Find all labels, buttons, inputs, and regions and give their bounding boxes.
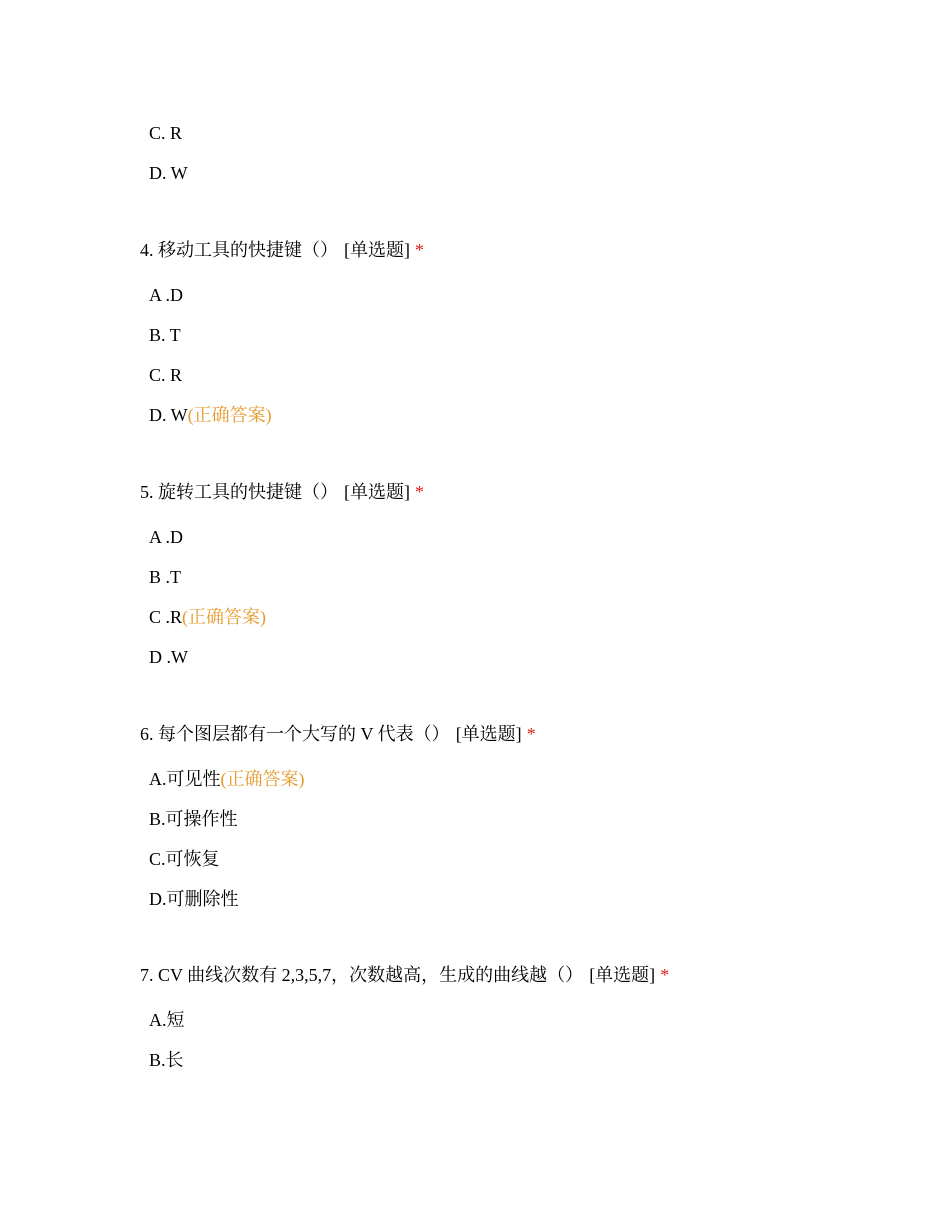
required-mark: *	[526, 724, 536, 744]
option-list	[140, 526, 424, 668]
option-list	[140, 768, 536, 910]
previous-question-options	[149, 122, 188, 202]
correct-answer-label: (正确答案)	[220, 769, 305, 789]
option-b[interactable]: B.可操作性	[149, 809, 238, 829]
question-title: 6. 每个图层都有一个大写的 V 代表（） [单选题] *	[140, 724, 536, 744]
question-type: [单选题]	[344, 240, 410, 260]
question-4	[140, 239, 424, 444]
question-type: [单选题]	[455, 724, 522, 744]
option-d[interactable]: D. W(正确答案)	[149, 405, 272, 425]
option-a[interactable]: A .D	[149, 527, 184, 547]
question-title: 7. CV 曲线次数有 2,3,5,7，次数越高，生成的曲线越（） [单选题] *	[140, 965, 670, 985]
required-mark: *	[415, 482, 424, 502]
required-mark: *	[660, 965, 670, 985]
option-d[interactable]: D.可删除性	[149, 889, 239, 909]
question-title: 5. 旋转工具的快捷键（） [单选题] *	[140, 482, 424, 502]
question-6	[140, 723, 536, 928]
question-7	[140, 964, 669, 1089]
question-5	[140, 481, 424, 686]
option-c[interactable]: C .R(正确答案)	[149, 607, 267, 627]
question-title: 4. 移动工具的快捷键（） [单选题] *	[140, 240, 424, 260]
question-type: [单选题]	[589, 965, 656, 985]
option-list	[140, 1009, 669, 1071]
option-a[interactable]: A.可见性(正确答案)	[149, 769, 305, 789]
option-c[interactable]: C.可恢复	[149, 849, 220, 869]
correct-answer-label: (正确答案)	[187, 405, 272, 425]
required-mark: *	[415, 240, 424, 260]
question-type: [单选题]	[344, 482, 410, 502]
option-b[interactable]: B .T	[149, 567, 182, 587]
option-a[interactable]: A.短	[149, 1010, 185, 1030]
option-c[interactable]: C. R	[149, 365, 183, 385]
option[interactable]: C. R	[149, 123, 183, 143]
correct-answer-label: (正确答案)	[182, 607, 267, 627]
option-a[interactable]: A .D	[149, 285, 184, 305]
option-b[interactable]: B. T	[149, 325, 181, 345]
option[interactable]: D. W	[149, 163, 188, 183]
option-list	[140, 284, 424, 426]
option-b[interactable]: B.长	[149, 1050, 184, 1070]
option-d[interactable]: D .W	[149, 647, 188, 667]
